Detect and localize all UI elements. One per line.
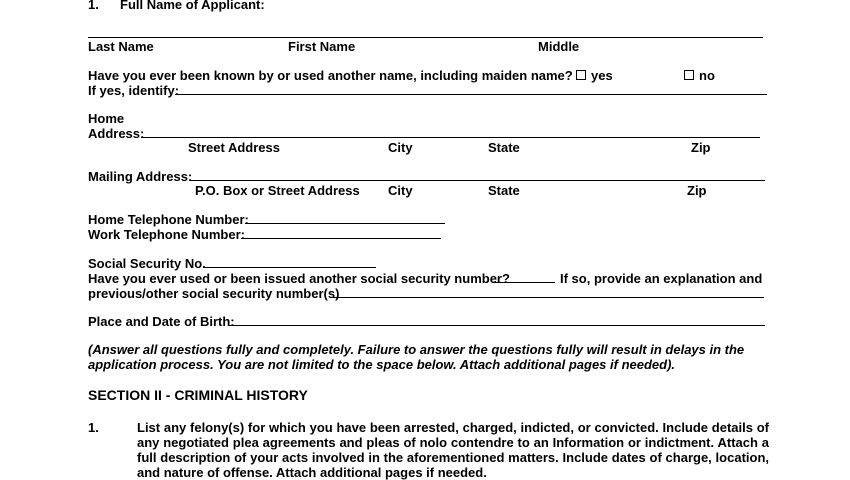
home-zip-label: Zip	[691, 140, 711, 155]
birth-field[interactable]	[229, 325, 765, 326]
last-name-label: Last Name	[88, 39, 154, 54]
middle-label: Middle	[538, 39, 580, 54]
previous-ssn-field[interactable]	[333, 297, 764, 298]
identify-field[interactable]	[175, 94, 767, 95]
first-name-label: First Name	[288, 39, 356, 54]
ssn-label: Social Security No.	[88, 256, 206, 271]
section-ii-title: SECTION II - CRIMINAL HISTORY	[88, 387, 308, 403]
home-city-label: City	[388, 140, 413, 155]
instructions-line2: application process. You are not limited to the space below. Attach additional pages if needed).	[88, 357, 676, 372]
no-checkbox[interactable]	[684, 70, 694, 80]
birth-label: Place and Date of Birth:	[88, 314, 235, 329]
work-phone-field[interactable]	[241, 238, 441, 239]
home-address-label-line1: Home	[88, 111, 125, 126]
no-label: no	[699, 68, 715, 83]
mailing-zip-label: Zip	[687, 183, 707, 198]
ssn-field[interactable]	[203, 267, 376, 268]
home-address-label-line2: Address:	[88, 126, 145, 141]
mailing-address-field[interactable]	[190, 180, 765, 181]
mailing-city-label: City	[388, 183, 413, 198]
other-name-yes-option[interactable]	[576, 68, 613, 83]
yes-checkbox[interactable]	[576, 70, 586, 80]
home-state-label: State	[488, 140, 520, 155]
full-name-field[interactable]	[88, 37, 763, 38]
other-name-no-option[interactable]	[684, 68, 715, 83]
mailing-address-label: Mailing Address:	[88, 169, 193, 184]
home-phone-field[interactable]	[245, 223, 445, 224]
instructions-line1: (Answer all questions fully and completely. Failure to answer the questions fully will result in delays in the	[88, 342, 745, 357]
identify-label: If yes, identify:	[88, 83, 180, 98]
section-ii-item-number: 1.	[88, 420, 99, 435]
other-name-question: Have you ever been known by or used another name, including maiden name?	[88, 68, 573, 83]
applicant-item-number: 1.	[88, 0, 99, 12]
other-ssn-question: Have you ever used or been issued another social security number?	[88, 271, 510, 286]
home-phone-label: Home Telephone Number:	[88, 212, 249, 227]
yes-label: yes	[591, 68, 613, 83]
ssn-explain-label: If so, provide an explanation and	[560, 271, 763, 286]
previous-ssn-label: previous/other social security number(s)	[88, 286, 340, 301]
mailing-street-label: P.O. Box or Street Address	[195, 183, 360, 198]
applicant-heading: Full Name of Applicant:	[120, 0, 265, 12]
work-phone-label: Work Telephone Number:	[88, 227, 245, 242]
home-street-label: Street Address	[188, 140, 280, 155]
section-ii-item-text: List any felony(s) for which you have been arrested, charged, indicted, or convicted. Include details of any negotiated plea agreements and pleas of nolo contendre to an Information or indictment. Attach a full description of your acts involved in the aforementioned matters. Include dates of charge, location, and nature of offense. Attach additional pages if needed.	[137, 420, 769, 480]
mailing-state-label: State	[488, 183, 520, 198]
home-address-field[interactable]	[141, 137, 760, 138]
other-ssn-answer-field[interactable]	[495, 282, 555, 283]
